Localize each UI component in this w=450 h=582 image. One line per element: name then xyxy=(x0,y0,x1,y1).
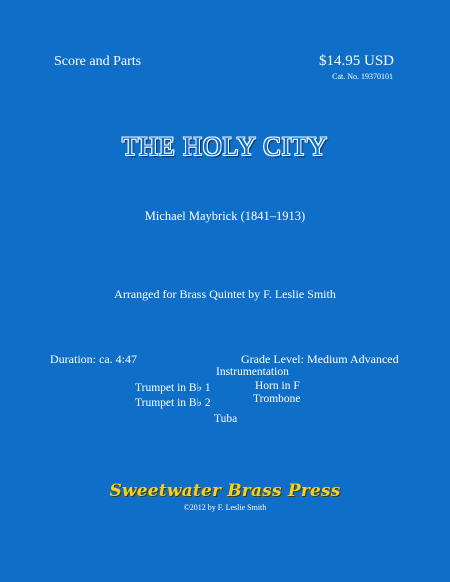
duration-label: Duration: ca. 4:47 xyxy=(50,352,137,366)
instrument-trumpet-2: Trumpet in B♭ 2 xyxy=(135,397,211,409)
instrument-trumpet-1: Trumpet in B♭ 1 xyxy=(135,382,211,394)
instrument-trombone: Trombone xyxy=(253,393,301,405)
grade-level-label: Grade Level: Medium Advanced xyxy=(241,352,399,366)
copyright-notice: ©2012 by F. Leslie Smith xyxy=(183,503,267,512)
piece-title: THE HOLY CITY xyxy=(122,132,328,161)
publisher-logo: Sweetwater Brass Press xyxy=(109,481,341,501)
arranger-credit: Arranged for Brass Quintet by F. Leslie Smith xyxy=(114,287,336,301)
score-and-parts-label: Score and Parts xyxy=(54,54,142,69)
instrument-tuba: Tuba xyxy=(214,413,238,425)
instrumentation-heading: Instrumentation xyxy=(216,366,289,378)
price-label: $14.95 USD xyxy=(318,53,394,69)
composer-credit: Michael Maybrick (1841–1913) xyxy=(144,209,306,223)
instrument-horn: Horn in F xyxy=(255,380,300,392)
catalog-number: Cat. No. 19370101 xyxy=(332,72,393,81)
